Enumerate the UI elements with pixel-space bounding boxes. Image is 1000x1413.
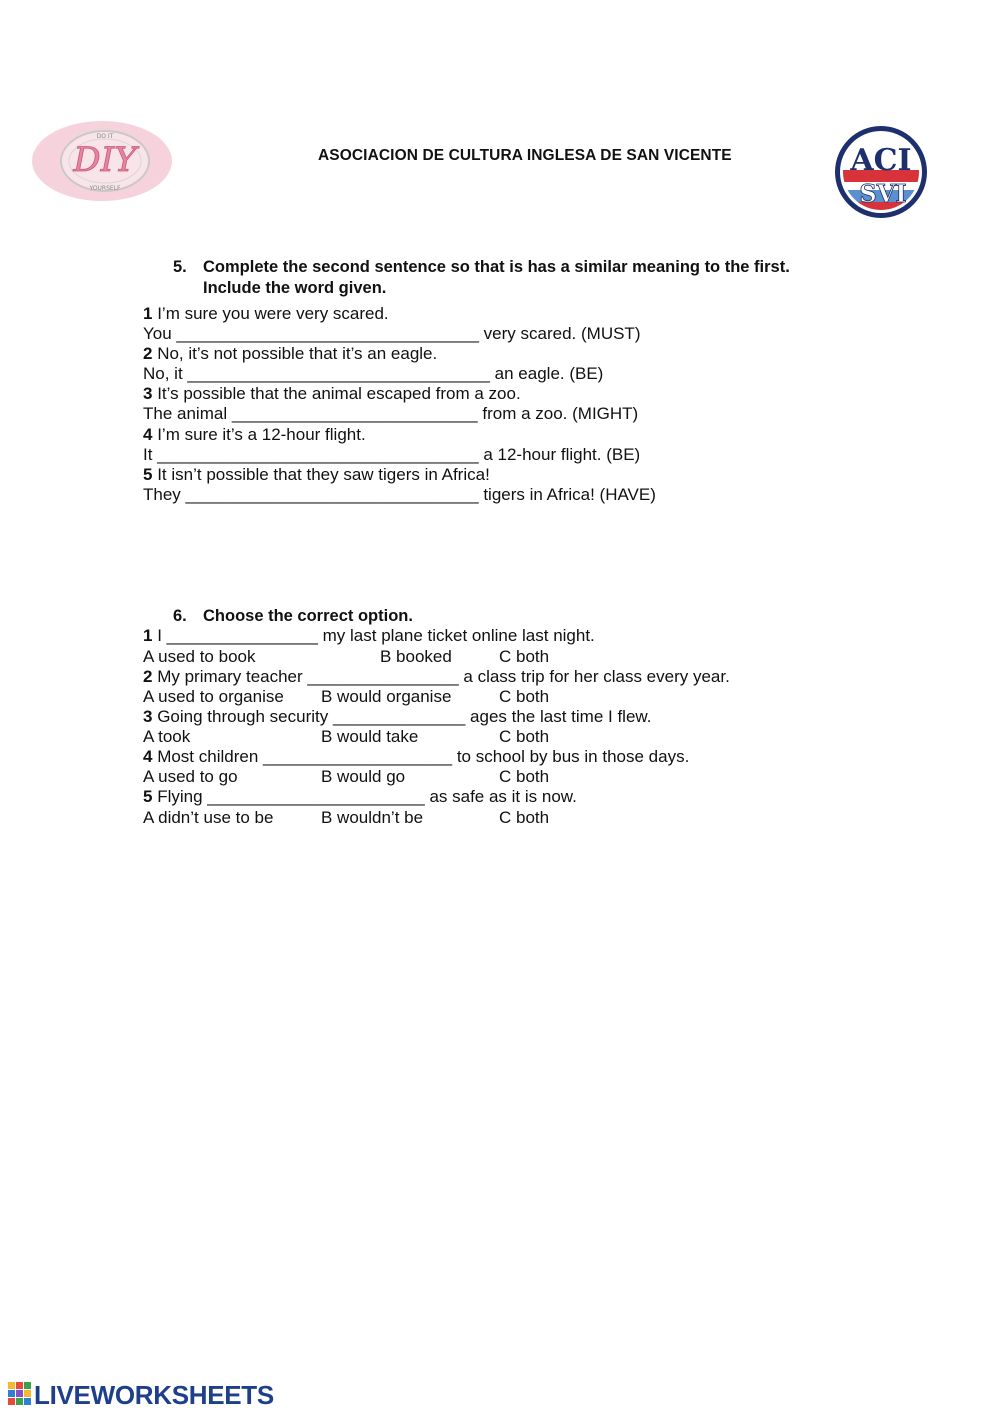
s5-item-1-answer[interactable]: You ________________________________ very scared. (MUST) (143, 324, 641, 343)
s5-item-2-prompt: 2 No, it’s not possible that it’s an eagle. (143, 344, 438, 363)
s5-item-4-answer[interactable]: It __________________________________ a 12-hour flight. (BE) (143, 445, 641, 464)
s6-item-4-option-a[interactable]: A used to go (143, 767, 238, 786)
footer-brand-text: LIVEWORKSHEETS (34, 1380, 274, 1410)
s6-item-1-prompt: 1 I ________________ my last plane ticket online last night. (143, 626, 595, 645)
s5-item-5-answer[interactable]: They _______________________________ tigers in Africa! (HAVE) (143, 485, 656, 504)
s5-item-3-answer[interactable]: The animal __________________________ from a zoo. (MIGHT) (143, 404, 639, 423)
s5-item-5-prompt: 5 It isn’t possible that they saw tigers in Africa! (143, 465, 490, 484)
s6-item-2-option-b[interactable]: B would organise (321, 687, 452, 706)
s6-item-3-option-c[interactable]: C both (499, 727, 550, 746)
s5-item-4-prompt: 4 I’m sure it’s a 12-hour flight. (143, 425, 366, 444)
s6-item-3-option-b[interactable]: B would take (321, 727, 419, 746)
s6-item-1-option-a[interactable]: A used to book (143, 647, 256, 666)
s6-item-5-prompt: 5 Flying _______________________ as safe as it is now. (143, 787, 577, 806)
s6-item-4-option-c[interactable]: C both (499, 767, 550, 786)
diy-logo-ring-top: DO IT (96, 133, 114, 140)
diy-logo-text: DIY (73, 140, 137, 180)
s6-item-4-option-b[interactable]: B would go (321, 767, 406, 786)
s5-item-1-prompt: 1 I’m sure you were very scared. (143, 304, 389, 323)
section6-heading-text: Choose the correct option. (203, 607, 413, 625)
s5-item-2-answer[interactable]: No, it ________________________________ an eagle. (BE) (143, 364, 604, 383)
s6-item-3-prompt: 3 Going through security ______________ ages the last time I flew. (143, 707, 652, 726)
aci-svi-logo (833, 124, 929, 220)
s6-item-1-option-c[interactable]: C both (499, 647, 550, 666)
section5-number: 5. (173, 258, 187, 276)
s6-item-4-prompt: 4 Most children ____________________ to school by bus in those days. (143, 747, 690, 766)
aci-logo-top-text: ACI (850, 143, 912, 178)
s6-item-2-option-a[interactable]: A used to organise (143, 687, 284, 706)
section5-heading-line2: Include the word given. (203, 279, 387, 297)
liveworksheets-blocks-icon (8, 1382, 32, 1406)
header-title: ASOCIACION DE CULTURA INGLESA DE SAN VICENTE (318, 147, 732, 164)
s6-item-3-option-a[interactable]: A took (143, 727, 191, 746)
s5-item-3-prompt: 3 It’s possible that the animal escaped from a zoo. (143, 384, 521, 403)
s6-item-5-option-b[interactable]: B wouldn’t be (321, 808, 424, 827)
s6-item-1-option-b[interactable]: B booked (380, 647, 452, 666)
s6-item-5-option-c[interactable]: C both (499, 808, 550, 827)
s6-item-2-option-c[interactable]: C both (499, 687, 550, 706)
section5-heading-line1: Complete the second sentence so that is has a similar meaning to the first. (203, 258, 790, 276)
section6-number: 6. (173, 607, 187, 625)
diy-logo (30, 118, 175, 204)
s6-item-5-option-a[interactable]: A didn’t use to be (143, 808, 274, 827)
aci-logo-bottom-text: SVI (859, 179, 907, 208)
s6-item-2-prompt: 2 My primary teacher ________________ a class trip for her class every year. (143, 667, 730, 686)
diy-logo-ring-bottom: YOURSELF (89, 185, 121, 192)
